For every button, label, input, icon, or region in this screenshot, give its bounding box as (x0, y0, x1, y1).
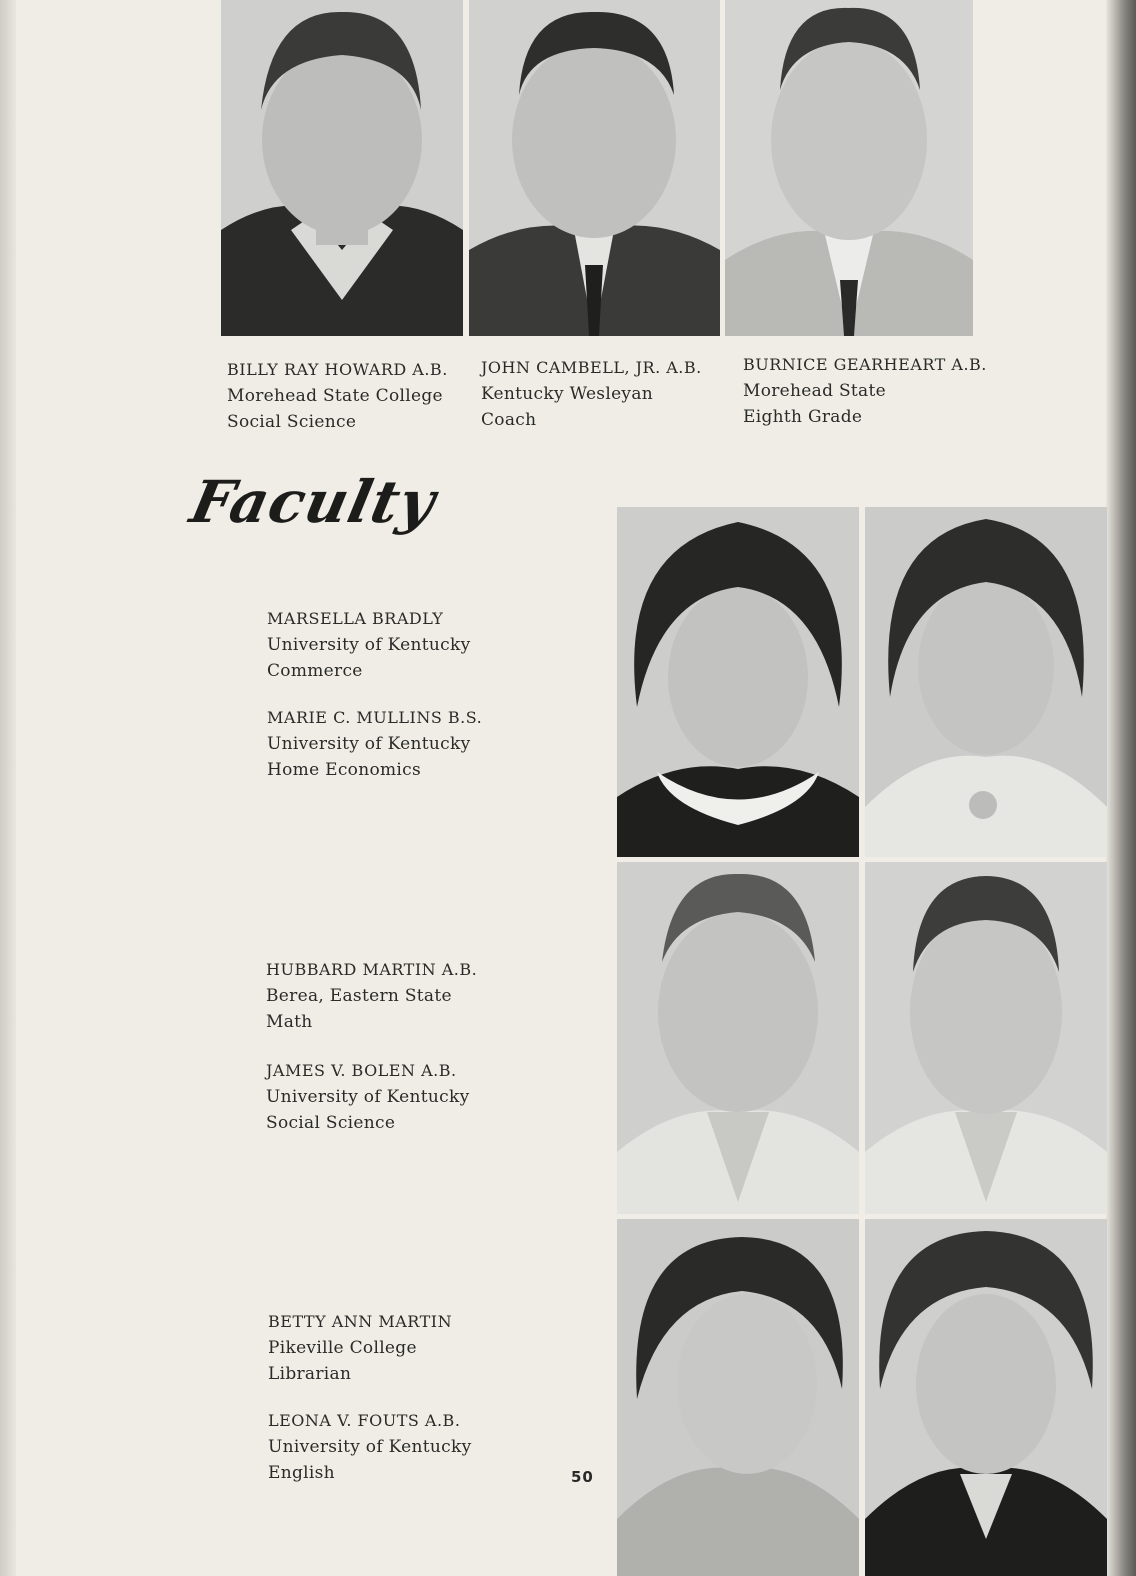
faculty-subject: English (268, 1463, 335, 1483)
faculty-name: MARSELLA BRADLY (267, 609, 444, 628)
faculty-subject: Eighth Grade (743, 407, 863, 427)
faculty-school: University of Kentucky (267, 734, 471, 754)
caption-james-bolen (266, 1058, 470, 1136)
faculty-school: Morehead State (743, 381, 886, 401)
faculty-subject: Social Science (227, 412, 357, 432)
page-right-edge (1106, 0, 1136, 1576)
caption-marsella-bradly (267, 606, 471, 684)
faculty-school: Morehead State College (227, 386, 443, 406)
faculty-name: BURNICE GEARHEART A.B. (743, 355, 987, 374)
caption-hubbard-martin (266, 957, 477, 1035)
portrait-photo-hubbard-martin (617, 862, 859, 1214)
portrait-photo-marsella-bradly (617, 507, 859, 857)
caption-john-cambell (481, 355, 702, 433)
portrait-photo-john-cambell (469, 0, 720, 336)
faculty-school: Pikeville College (268, 1338, 417, 1358)
faculty-name: MARIE C. MULLINS B.S. (267, 708, 483, 727)
faculty-school: University of Kentucky (268, 1437, 472, 1457)
faculty-subject: Home Economics (267, 760, 421, 780)
portrait-photo-burnice-gearheart (725, 0, 973, 336)
caption-leona-fouts (268, 1408, 472, 1486)
caption-burnice-gearheart (743, 352, 987, 430)
page-binding-edge (0, 0, 16, 1576)
portrait-photo-marie-mullins (865, 507, 1107, 857)
faculty-heading: Faculty (184, 468, 442, 536)
faculty-name: HUBBARD MARTIN A.B. (266, 960, 478, 979)
caption-marie-mullins (267, 705, 482, 783)
faculty-school: Kentucky Wesleyan (481, 384, 654, 404)
faculty-name: BETTY ANN MARTIN (268, 1312, 453, 1331)
faculty-name: BILLY RAY HOWARD A.B. (227, 360, 448, 379)
portrait-photo-james-bolen (865, 862, 1107, 1214)
faculty-name: LEONA V. FOUTS A.B. (268, 1411, 461, 1430)
faculty-subject: Librarian (268, 1364, 352, 1384)
faculty-subject: Commerce (267, 661, 363, 681)
page-number: 50 (571, 1468, 594, 1486)
caption-billy-ray-howard (227, 357, 448, 435)
faculty-subject: Math (266, 1012, 313, 1032)
portrait-photo-betty-ann-martin (617, 1219, 859, 1576)
faculty-school: Berea, Eastern State (266, 986, 452, 1006)
portrait-photo-leona-fouts (865, 1219, 1107, 1576)
faculty-name: JAMES V. BOLEN A.B. (266, 1061, 457, 1080)
faculty-name: JOHN CAMBELL, JR. A.B. (481, 358, 702, 377)
faculty-subject: Social Science (266, 1113, 396, 1133)
faculty-school: University of Kentucky (267, 635, 471, 655)
faculty-subject: Coach (481, 410, 537, 430)
caption-betty-ann-martin (268, 1309, 452, 1387)
faculty-school: University of Kentucky (266, 1087, 470, 1107)
portrait-photo-billy-ray-howard (221, 0, 463, 336)
